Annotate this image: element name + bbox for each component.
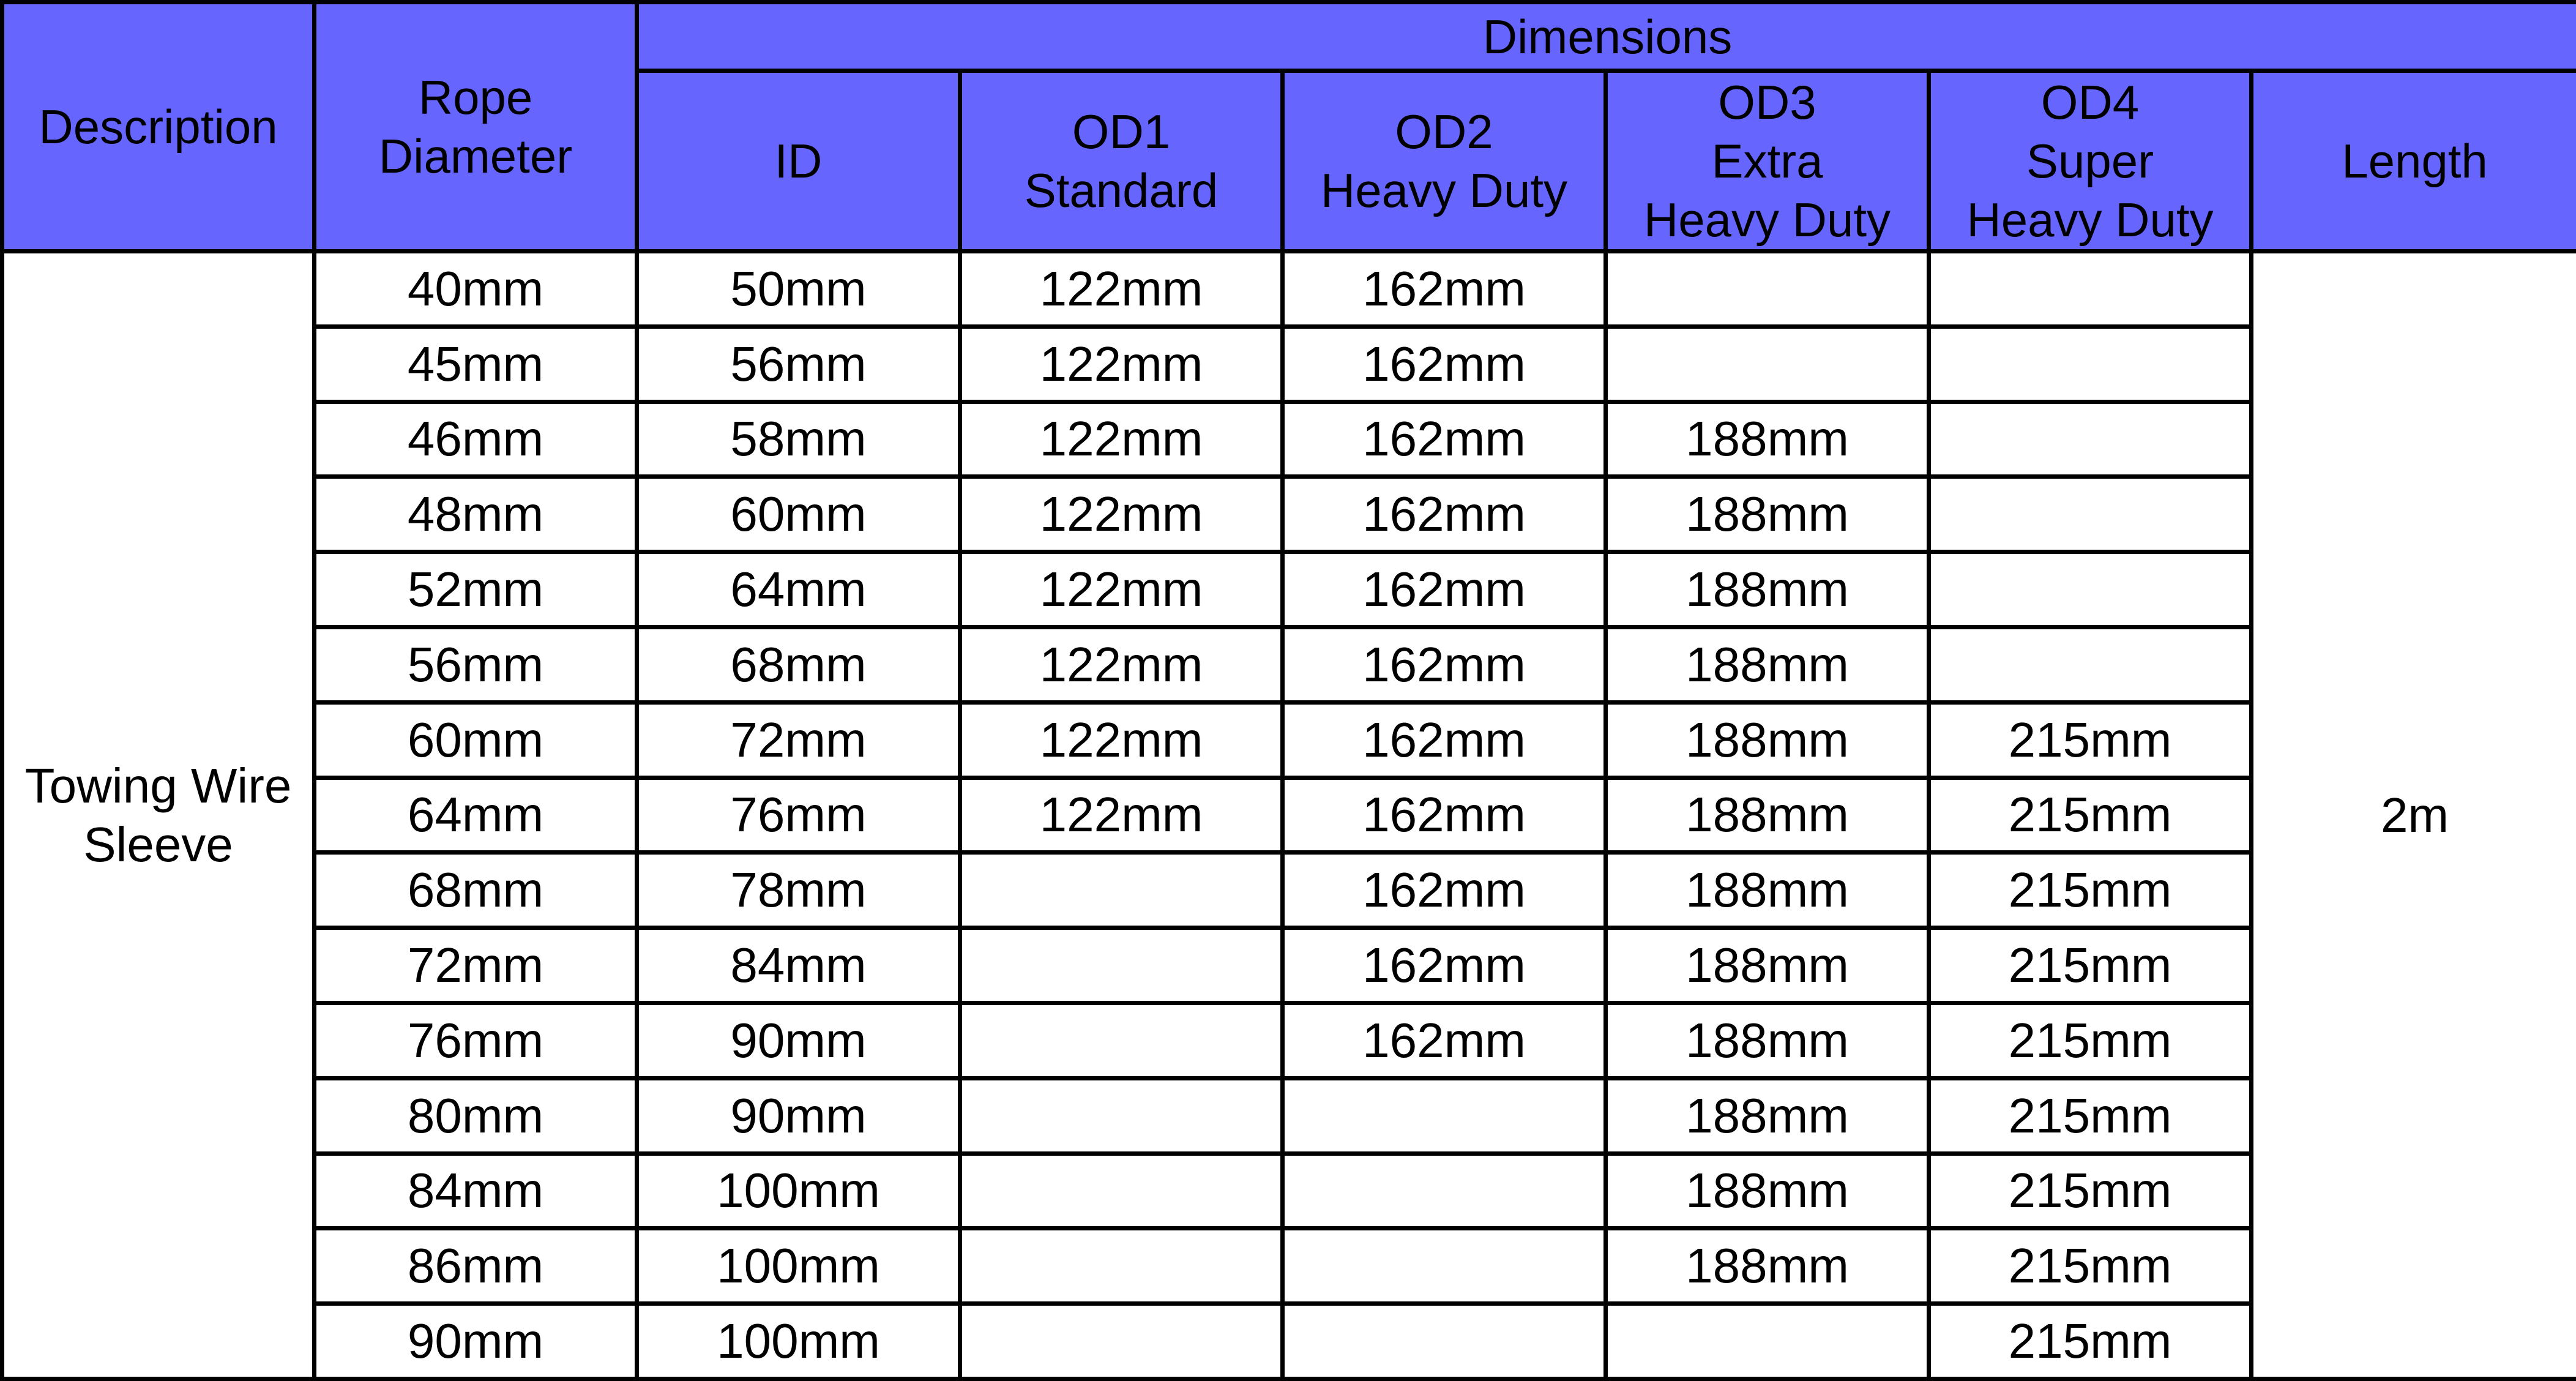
cell-od1: 122mm	[960, 777, 1283, 853]
cell-od2: 162mm	[1283, 477, 1606, 552]
cell-od3: 188mm	[1606, 702, 1929, 777]
cell-id: 84mm	[637, 928, 960, 1003]
cell-od1: 122mm	[960, 326, 1283, 402]
cell-id: 100mm	[637, 1229, 960, 1304]
cell-rope-diameter: 76mm	[315, 1003, 637, 1078]
cell-od3: 188mm	[1606, 1153, 1929, 1229]
product-description-line: Sleeve	[83, 817, 233, 872]
cell-rope-diameter: 60mm	[315, 702, 637, 777]
cell-id: 78mm	[637, 853, 960, 928]
cell-id: 76mm	[637, 777, 960, 853]
cell-od2: 162mm	[1283, 702, 1606, 777]
cell-id: 56mm	[637, 326, 960, 402]
cell-rope-diameter: 90mm	[315, 1304, 637, 1379]
header-length: Length	[2252, 71, 2576, 252]
header-dimensions: Dimensions	[637, 2, 2576, 71]
cell-od1: 122mm	[960, 402, 1283, 477]
cell-rope-diameter: 68mm	[315, 853, 637, 928]
cell-od4	[1929, 326, 2252, 402]
table-row	[2, 627, 2576, 702]
cell-od4: 215mm	[1929, 853, 2252, 928]
header-od2: OD2 Heavy Duty	[1283, 71, 1606, 252]
header-od1: OD1 Standard	[960, 71, 1283, 252]
table-row	[2, 928, 2576, 1003]
cell-od4: 215mm	[1929, 1153, 2252, 1229]
cell-od3: 188mm	[1606, 402, 1929, 477]
cell-id: 90mm	[637, 1078, 960, 1153]
cell-od3: 188mm	[1606, 1003, 1929, 1078]
cell-od2: 162mm	[1283, 777, 1606, 853]
cell-id: 60mm	[637, 477, 960, 552]
cell-od3	[1606, 1304, 1929, 1379]
cell-id: 64mm	[637, 552, 960, 627]
table-row	[2, 402, 2576, 477]
table-row	[2, 1003, 2576, 1078]
cell-od4: 215mm	[1929, 702, 2252, 777]
cell-od2: 162mm	[1283, 552, 1606, 627]
cell-od4	[1929, 477, 2252, 552]
cell-rope-diameter: 64mm	[315, 777, 637, 853]
table-row	[2, 777, 2576, 853]
cell-od1	[960, 1304, 1283, 1379]
header-od4: OD4 Super Heavy Duty	[1929, 71, 2252, 252]
cell-rope-diameter: 48mm	[315, 477, 637, 552]
table-row	[2, 326, 2576, 402]
table-row	[2, 702, 2576, 777]
cell-od1	[960, 1003, 1283, 1078]
cell-od1	[960, 1229, 1283, 1304]
cell-id: 100mm	[637, 1304, 960, 1379]
table-row	[2, 1304, 2576, 1379]
header-description: Description	[2, 2, 315, 252]
cell-od2: 162mm	[1283, 326, 1606, 402]
cell-od1: 122mm	[960, 252, 1283, 327]
cell-od2: 162mm	[1283, 928, 1606, 1003]
product-length-cell: 2m	[2252, 252, 2576, 1379]
table-row	[2, 1229, 2576, 1304]
product-description-cell	[2, 252, 315, 1379]
cell-id: 90mm	[637, 1003, 960, 1078]
cell-od3: 188mm	[1606, 853, 1929, 928]
cell-od2: 162mm	[1283, 402, 1606, 477]
cell-id: 58mm	[637, 402, 960, 477]
cell-rope-diameter: 52mm	[315, 552, 637, 627]
cell-od3: 188mm	[1606, 552, 1929, 627]
cell-od1: 122mm	[960, 627, 1283, 702]
cell-rope-diameter: 45mm	[315, 326, 637, 402]
cell-rope-diameter: 80mm	[315, 1078, 637, 1153]
cell-od2	[1283, 1153, 1606, 1229]
cell-od1	[960, 1078, 1283, 1153]
cell-od2: 162mm	[1283, 1003, 1606, 1078]
cell-id: 50mm	[637, 252, 960, 327]
cell-rope-diameter: 72mm	[315, 928, 637, 1003]
table-row	[2, 1153, 2576, 1229]
cell-od3: 188mm	[1606, 1078, 1929, 1153]
cell-rope-diameter: 84mm	[315, 1153, 637, 1229]
cell-od4	[1929, 552, 2252, 627]
cell-od1	[960, 853, 1283, 928]
cell-od1: 122mm	[960, 702, 1283, 777]
table-row	[2, 252, 2576, 327]
cell-id: 100mm	[637, 1153, 960, 1229]
cell-rope-diameter: 46mm	[315, 402, 637, 477]
cell-id: 68mm	[637, 627, 960, 702]
cell-od3: 188mm	[1606, 777, 1929, 853]
header-od3: OD3 Extra Heavy Duty	[1606, 71, 1929, 252]
cell-od4	[1929, 627, 2252, 702]
cell-od4: 215mm	[1929, 777, 2252, 853]
cell-rope-diameter: 86mm	[315, 1229, 637, 1304]
cell-od4	[1929, 402, 2252, 477]
cell-od2: 162mm	[1283, 853, 1606, 928]
table-row	[2, 477, 2576, 552]
cell-id: 72mm	[637, 702, 960, 777]
cell-od3: 188mm	[1606, 627, 1929, 702]
cell-od2: 162mm	[1283, 252, 1606, 327]
table-row	[2, 552, 2576, 627]
table-body	[2, 252, 2576, 1379]
table-row	[2, 1078, 2576, 1153]
cell-od4: 215mm	[1929, 1229, 2252, 1304]
cell-od1	[960, 928, 1283, 1003]
cell-od2	[1283, 1078, 1606, 1153]
cell-od3	[1606, 326, 1929, 402]
header-row-top	[2, 2, 2576, 71]
cell-od4	[1929, 252, 2252, 327]
cell-od1: 122mm	[960, 477, 1283, 552]
cell-od4: 215mm	[1929, 1003, 2252, 1078]
cell-od3: 188mm	[1606, 928, 1929, 1003]
header-id: ID	[637, 71, 960, 252]
cell-od1: 122mm	[960, 552, 1283, 627]
cell-od4: 215mm	[1929, 1304, 2252, 1379]
cell-od4: 215mm	[1929, 1078, 2252, 1153]
table-row	[2, 853, 2576, 928]
cell-od3: 188mm	[1606, 1229, 1929, 1304]
header-rope-diameter: Rope Diameter	[315, 2, 637, 252]
cell-od4: 215mm	[1929, 928, 2252, 1003]
cell-od1	[960, 1153, 1283, 1229]
cell-od3: 188mm	[1606, 477, 1929, 552]
cell-od2	[1283, 1304, 1606, 1379]
product-description-line: Towing Wire	[24, 758, 292, 813]
cell-od2	[1283, 1229, 1606, 1304]
cell-rope-diameter: 56mm	[315, 627, 637, 702]
cell-od3	[1606, 252, 1929, 327]
cell-rope-diameter: 40mm	[315, 252, 637, 327]
cell-od2: 162mm	[1283, 627, 1606, 702]
